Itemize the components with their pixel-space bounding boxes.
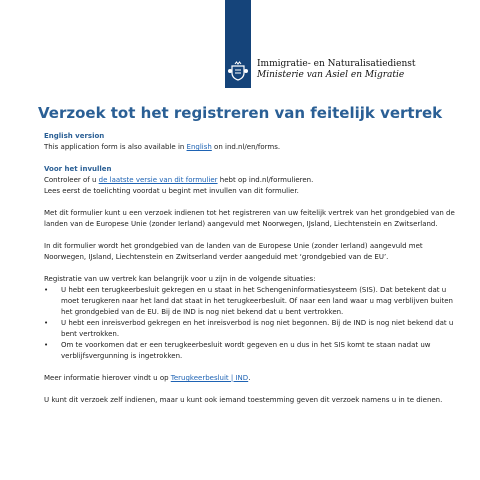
org-name-line2: Ministerie van Asiel en Migratie	[257, 70, 405, 80]
situations-list	[44, 285, 464, 362]
voor-line2: Lees eerst de toelichting voordat u begint met invullen van dit formulier.	[44, 187, 299, 195]
list-item-text: Om te voorkomen dat er een terugkeerbesluit wordt gegeven en u dus in het SIS komt te staan nadat uw verblijfsvergunning is ingetrokken.	[61, 341, 431, 360]
meer-text-after: .	[248, 374, 251, 382]
terugkeerbesluit-link[interactable]: Terugkeerbesluit | IND	[170, 374, 249, 382]
voor-text: Controleer of u	[44, 176, 99, 184]
voor-section	[44, 164, 464, 197]
meer-text: Meer informatie hierover vindt u op	[44, 374, 171, 382]
org-name-line1: Immigratie- en Naturalisatiedienst	[257, 59, 416, 69]
latest-version-link[interactable]: de laatste versie van dit formulier	[98, 176, 218, 184]
paragraph-1: Met dit formulier kunt u een verzoek indienen tot het registreren van uw feitelijk vertrek van het grondgebied van de landen van de Europese Unie (zonder Ierland) aangevuld met Noorwegen, IJsland, Liechtenstein en Zwitserland.	[44, 209, 455, 228]
bullet-icon: •	[44, 319, 49, 327]
closing-paragraph: U kunt dit verzoek zelf indienen, maar u kunt ook iemand toestemming geven dit verzoek namens u in te dienen.	[44, 396, 443, 404]
list-item	[44, 340, 464, 362]
voor-heading: Voor het invullen	[44, 165, 112, 173]
english-text: This application form is also available in	[44, 143, 187, 151]
english-heading: English version	[44, 132, 105, 140]
list-item-text: U hebt een terugkeerbesluit gekregen en u staat in het Schengeninformatiesysteem (SIS). Dat betekent dat u moet terugkeren naar het land dat staat in het terugkeerbesluit. Of naar een land waar u mag verblijven buiten het grondgebied van de EU. Bij de IND is nog niet bekend dat u bent vertrokken.	[61, 286, 453, 316]
english-section	[44, 131, 464, 153]
paragraph-2: In dit formulier wordt het grondgebied van de landen van de Europese Unie (zonder Ierland) aangevuld met Noorwegen, IJsland, Liechtenstein en Zwitserland verder aangeduid met ‘grondgebied van de EU’.	[44, 242, 423, 261]
english-link[interactable]: English	[186, 143, 212, 151]
list-item	[44, 318, 464, 340]
coat-of-arms-icon	[227, 60, 249, 82]
registratie-intro: Registratie van uw vertrek kan belangrijk voor u zijn in de volgende situaties:	[44, 275, 316, 283]
page-header	[0, 0, 480, 95]
page-title: Verzoek tot het registreren van feitelijk vertrek	[38, 104, 443, 122]
organisation-name	[257, 59, 416, 81]
meer-info	[44, 373, 464, 384]
english-text-after: on ind.nl/en/forms.	[211, 143, 281, 151]
bullet-icon: •	[44, 341, 49, 349]
document-body	[44, 131, 464, 417]
bullet-icon: •	[44, 286, 49, 294]
government-logo-bar	[225, 0, 251, 88]
list-item-text: U hebt een inreisverbod gekregen en het inreisverbod is nog niet begonnen. Bij de IND is nog niet bekend dat u bent vertrokken.	[61, 319, 454, 338]
list-item	[44, 285, 464, 318]
voor-text-after: hebt op ind.nl/formulieren.	[217, 176, 314, 184]
